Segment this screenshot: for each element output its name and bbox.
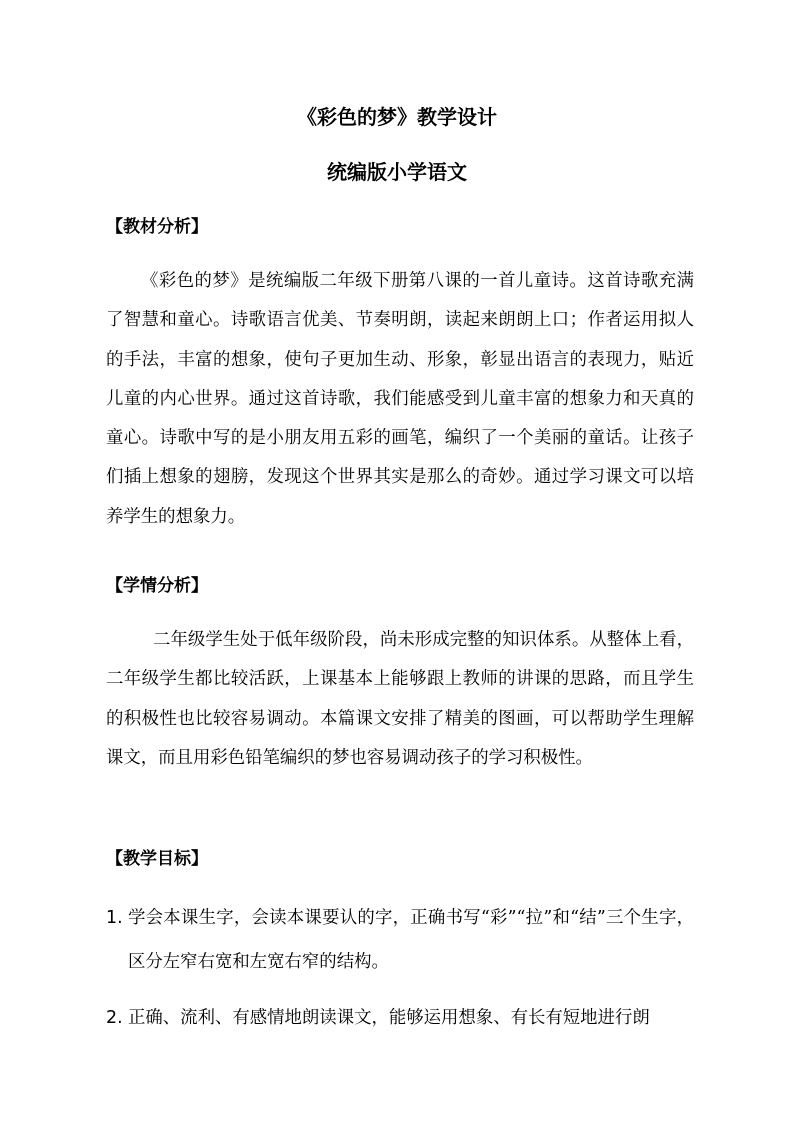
teaching-goals-list-2 (106, 996, 694, 1040)
section-heading-student-analysis: 【学情分析】 (106, 576, 208, 596)
section-heading-teaching-goals: 【教学目标】 (106, 849, 208, 869)
list-item-number: 2. (106, 1008, 123, 1028)
list-item-text: 学会本课生字，会读本课要认的字，正确书写“彩”“拉”和“结”三个生字，区分左窄右宽和左宽右窄的结构。 (128, 908, 694, 972)
document-title: 《彩色的梦》教学设计 (297, 105, 497, 129)
list-item (106, 896, 694, 984)
student-analysis-paragraph: 二年级学生处于低年级阶段，尚未形成完整的知识体系。从整体上看，二年级学生都比较活跃，上课基本上能够跟上教师的讲课的思路，而且学生的积极性也比较容易调动。本篇课文安排了精美的图画，可以帮助学生理解课文，而且用彩色铅笔编织的梦也容易调动孩子的学习积极性。 (106, 630, 694, 768)
textbook-analysis-paragraph: 《彩色的梦》是统编版二年级下册第八课的一首儿童诗。这首诗歌充满了智慧和童心。诗歌语言优美、节奏明朗，读起来朗朗上口；作者运用拟人的手法，丰富的想象，使句子更加生动、形象，彰显出语言的表现力，贴近儿童的内心世界。通过这首诗歌，我们能感受到儿童丰富的想象力和天真的童心。诗歌中写的是小朋友用五彩的画笔，编织了一个美丽的童话。让孩子们插上想象的翅膀，发现这个世界其实是那么的奇妙。通过学习课文可以培养学生的想象力。 (106, 271, 694, 527)
section-heading-textbook-analysis: 【教材分析】 (106, 217, 208, 237)
list-item (106, 996, 694, 1040)
list-item-text: 正确、流利、有感情地朗读课文，能够运用想象、有长有短地进行朗 (128, 1008, 650, 1028)
document-subtitle: 统编版小学语文 (327, 160, 467, 184)
list-item-number: 1. (106, 908, 123, 928)
teaching-goals-list-1 (106, 896, 694, 984)
